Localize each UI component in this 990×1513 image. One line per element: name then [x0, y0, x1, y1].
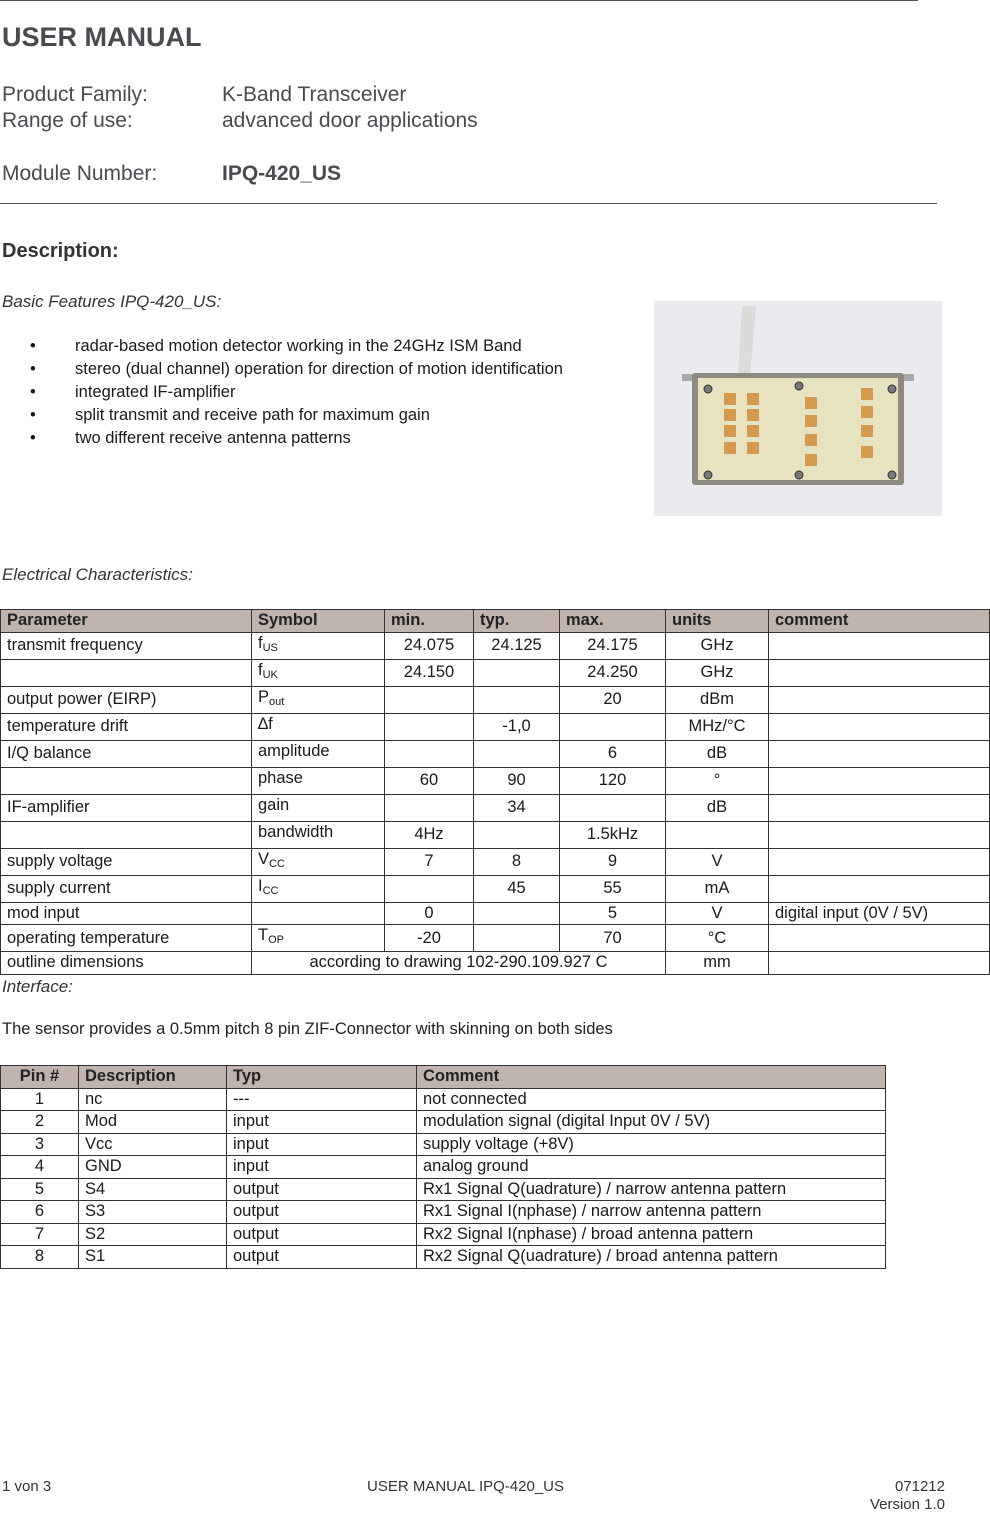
cell-max: 120 [560, 767, 666, 794]
cell-comment: digital input (0V / 5V) [769, 902, 990, 925]
feature-item: • integrated IF-amplifier [30, 382, 590, 404]
product-photo [654, 301, 942, 516]
footer-title: USER MANUAL IPQ-420_US [367, 1478, 565, 1495]
column-header: Pin # [1, 1066, 79, 1089]
cell-comment [769, 713, 990, 740]
cell-min [385, 875, 474, 902]
cell-parameter: transmit frequency [1, 632, 252, 659]
pin-table [0, 1065, 886, 1269]
range-value: advanced door applications [222, 109, 478, 132]
cell-pin: 5 [1, 1178, 79, 1201]
cell-min [385, 740, 474, 767]
cell-description: S4 [79, 1178, 227, 1201]
cell-units: GHz [666, 632, 769, 659]
cell-parameter: IF-amplifier [1, 794, 252, 821]
cell-min: 24.075 [385, 632, 474, 659]
cell-comment [769, 952, 990, 975]
cell-typ [474, 659, 560, 686]
cell-comment: Rx2 Signal I(nphase) / broad antenna pattern [417, 1223, 886, 1246]
cell-pin: 6 [1, 1201, 79, 1224]
cell-parameter [1, 821, 252, 848]
cell-parameter [1, 659, 252, 686]
cell-max [560, 794, 666, 821]
symbol-text: gain [258, 795, 290, 814]
cell-comment: Rx1 Signal Q(uadrature) / narrow antenna pattern [417, 1178, 886, 1201]
cell-comment: Rx2 Signal Q(uadrature) / broad antenna pattern [417, 1246, 886, 1269]
cell-symbol [252, 713, 385, 740]
footer-date: 071212 [894, 1478, 945, 1495]
cell-max [560, 713, 666, 740]
cell-parameter: mod input [1, 902, 252, 925]
symbol-text: phase [258, 768, 303, 787]
document-title: USER MANUAL [2, 22, 202, 52]
cell-typ [474, 925, 560, 952]
cell-pin: 1 [1, 1088, 79, 1111]
cell-max: 70 [560, 925, 666, 952]
cell-min: 0 [385, 902, 474, 925]
cell-units: mm [666, 952, 769, 975]
cell-symbol [252, 659, 385, 686]
cell-typ: output [227, 1201, 417, 1224]
cell-units: V [666, 902, 769, 925]
column-header: comment [769, 610, 990, 633]
column-header: Symbol [252, 610, 385, 633]
cell-comment [769, 821, 990, 848]
cell-description: nc [79, 1088, 227, 1111]
table-row [1, 632, 990, 659]
symbol-text: V [258, 849, 270, 868]
symbol-text: amplitude [258, 741, 330, 760]
cell-pin: 3 [1, 1133, 79, 1156]
cell-typ: -1,0 [474, 713, 560, 740]
cell-units: dB [666, 794, 769, 821]
cell-units: V [666, 848, 769, 875]
symbol-text: ∆f [258, 714, 273, 733]
cell-pin: 7 [1, 1223, 79, 1246]
symbol-text: f [258, 660, 263, 679]
features-heading: Basic Features IPQ-420_US: [2, 292, 222, 311]
footer-version: Version 1.0 [869, 1496, 945, 1513]
cell-description: Mod [79, 1111, 227, 1134]
cell-description: GND [79, 1156, 227, 1179]
description-heading: Description: [2, 240, 119, 262]
table-row [1, 1246, 886, 1269]
table-row [1, 875, 990, 902]
cell-typ [474, 686, 560, 713]
footer-page-number: 1 von 3 [2, 1478, 52, 1495]
cell-typ [474, 821, 560, 848]
cell-min: 4Hz [385, 821, 474, 848]
symbol-subscript: UK [262, 668, 278, 681]
cell-max: 9 [560, 848, 666, 875]
cell-comment [769, 659, 990, 686]
column-header: typ. [474, 610, 560, 633]
cell-parameter: temperature drift [1, 713, 252, 740]
cell-typ: input [227, 1156, 417, 1179]
feature-item: • split transmit and receive path for maximum gain [30, 405, 590, 427]
cell-comment [769, 925, 990, 952]
cell-comment: modulation signal (digital Input 0V / 5V) [417, 1111, 886, 1134]
cell-units: MHz/°C [666, 713, 769, 740]
interface-heading: Interface: [2, 977, 73, 996]
cell-typ: --- [227, 1088, 417, 1111]
cell-comment [769, 686, 990, 713]
cell-max: 24.175 [560, 632, 666, 659]
cell-comment: analog ground [417, 1156, 886, 1179]
cell-min [385, 713, 474, 740]
cell-comment [769, 767, 990, 794]
symbol-subscript: CC [262, 884, 279, 897]
electrical-heading: Electrical Characteristics: [2, 565, 193, 584]
cell-parameter: output power (EIRP) [1, 686, 252, 713]
symbol-text: T [258, 926, 269, 944]
cell-symbol [252, 925, 385, 952]
cell-symbol [252, 902, 385, 925]
cell-comment: not connected [417, 1088, 886, 1111]
cell-max: 20 [560, 686, 666, 713]
cell-min [385, 794, 474, 821]
symbol-text: P [258, 687, 270, 706]
cell-typ: 45 [474, 875, 560, 902]
cell-symbol [252, 821, 385, 848]
cell-description: S3 [79, 1201, 227, 1224]
range-label: Range of use: [2, 109, 133, 132]
cell-max: 24.250 [560, 659, 666, 686]
column-header: Typ [227, 1066, 417, 1089]
cell-symbol [252, 848, 385, 875]
header-rule [0, 203, 937, 204]
cell-typ: 34 [474, 794, 560, 821]
cell-max: 1.5kHz [560, 821, 666, 848]
cell-parameter: I/Q balance [1, 740, 252, 767]
cell-comment [769, 848, 990, 875]
cell-typ [474, 740, 560, 767]
column-header: Comment [417, 1066, 886, 1089]
cell-description: S1 [79, 1246, 227, 1269]
table-row [1, 902, 990, 925]
symbol-text: I [258, 876, 263, 895]
cell-typ [474, 902, 560, 925]
cell-min: -20 [385, 925, 474, 952]
symbol-subscript: CC [269, 857, 285, 870]
cell-comment: Rx1 Signal I(nphase) / narrow antenna pattern [417, 1201, 886, 1224]
cell-pin: 8 [1, 1246, 79, 1269]
interface-description: The sensor provides a 0.5mm pitch 8 pin ZIF-Connector with skinning on both sides [2, 1020, 613, 1038]
cell-units: GHz [666, 659, 769, 686]
table-row [1, 848, 990, 875]
cell-max: 5 [560, 902, 666, 925]
cell-comment: supply voltage (+8V) [417, 1133, 886, 1156]
cell-typ: output [227, 1178, 417, 1201]
cell-typ: input [227, 1133, 417, 1156]
top-rule [0, 0, 918, 1]
symbol-subscript: out [269, 695, 285, 708]
module-label: Module Number: [2, 162, 158, 185]
cell-units: dBm [666, 686, 769, 713]
cell-description: S2 [79, 1223, 227, 1246]
feature-item: • two different receive antenna patterns [30, 428, 590, 450]
cell-comment [769, 794, 990, 821]
cell-max: 55 [560, 875, 666, 902]
product-family-label: Product Family: [2, 83, 148, 106]
table-header-row [1, 1066, 886, 1089]
table-row [1, 821, 990, 848]
column-header: max. [560, 610, 666, 633]
cell-units: mA [666, 875, 769, 902]
table-row [1, 1201, 886, 1224]
cell-pin: 2 [1, 1111, 79, 1134]
cell-max: 6 [560, 740, 666, 767]
cell-symbol [252, 767, 385, 794]
table-row [1, 686, 990, 713]
cell-description: Vcc [79, 1133, 227, 1156]
table-row [1, 1088, 886, 1111]
column-header: Parameter [1, 610, 252, 633]
cell-typ: 24.125 [474, 632, 560, 659]
table-row [1, 1156, 886, 1179]
cell-comment [769, 875, 990, 902]
cell-symbol [252, 686, 385, 713]
electrical-characteristics-table [0, 609, 990, 975]
module-value: IPQ-420_US [222, 162, 342, 185]
module-image-icon [654, 301, 942, 516]
cell-symbol [252, 740, 385, 767]
cell-typ: output [227, 1223, 417, 1246]
cell-typ: 8 [474, 848, 560, 875]
symbol-subscript: OP [268, 934, 284, 946]
feature-item: • radar-based motion detector working in the 24GHz ISM Band [30, 336, 590, 358]
table-row [1, 713, 990, 740]
cell-min: 7 [385, 848, 474, 875]
table-row [1, 1223, 886, 1246]
cell-parameter [1, 767, 252, 794]
cell-symbol [252, 632, 385, 659]
table-row [1, 952, 990, 975]
table-row [1, 767, 990, 794]
symbol-text: bandwidth [258, 822, 334, 841]
cell-min [385, 686, 474, 713]
cell-min: 24.150 [385, 659, 474, 686]
column-header: units [666, 610, 769, 633]
table-row [1, 659, 990, 686]
cell-typ: input [227, 1111, 417, 1134]
symbol-subscript: US [262, 641, 278, 654]
cell-units [666, 821, 769, 848]
cell-symbol [252, 794, 385, 821]
cell-units: °C [666, 925, 769, 952]
symbol-text: f [258, 633, 263, 652]
cell-parameter: outline dimensions [1, 952, 252, 975]
cell-comment [769, 632, 990, 659]
cell-pin: 4 [1, 1156, 79, 1179]
feature-list [30, 336, 590, 451]
table-row [1, 740, 990, 767]
cell-min: 60 [385, 767, 474, 794]
cell-units: dB [666, 740, 769, 767]
table-row [1, 1133, 886, 1156]
table-row [1, 794, 990, 821]
cell-typ: 90 [474, 767, 560, 794]
cell-symbol [252, 875, 385, 902]
cell-parameter: supply current [1, 875, 252, 902]
cell-units: ° [666, 767, 769, 794]
cell-parameter: supply voltage [1, 848, 252, 875]
cell-comment [769, 740, 990, 767]
table-row [1, 925, 990, 952]
column-header: min. [385, 610, 474, 633]
table-row [1, 1111, 886, 1134]
cell-parameter: operating temperature [1, 925, 252, 952]
cell-drawing-reference: according to drawing 102-290.109.927 C [252, 952, 666, 975]
feature-item: • stereo (dual channel) operation for direction of motion identification [30, 359, 590, 381]
column-header: Description [79, 1066, 227, 1089]
cell-typ: output [227, 1246, 417, 1269]
table-header-row [1, 610, 990, 633]
product-family-value: K-Band Transceiver [222, 83, 407, 106]
table-row [1, 1178, 886, 1201]
